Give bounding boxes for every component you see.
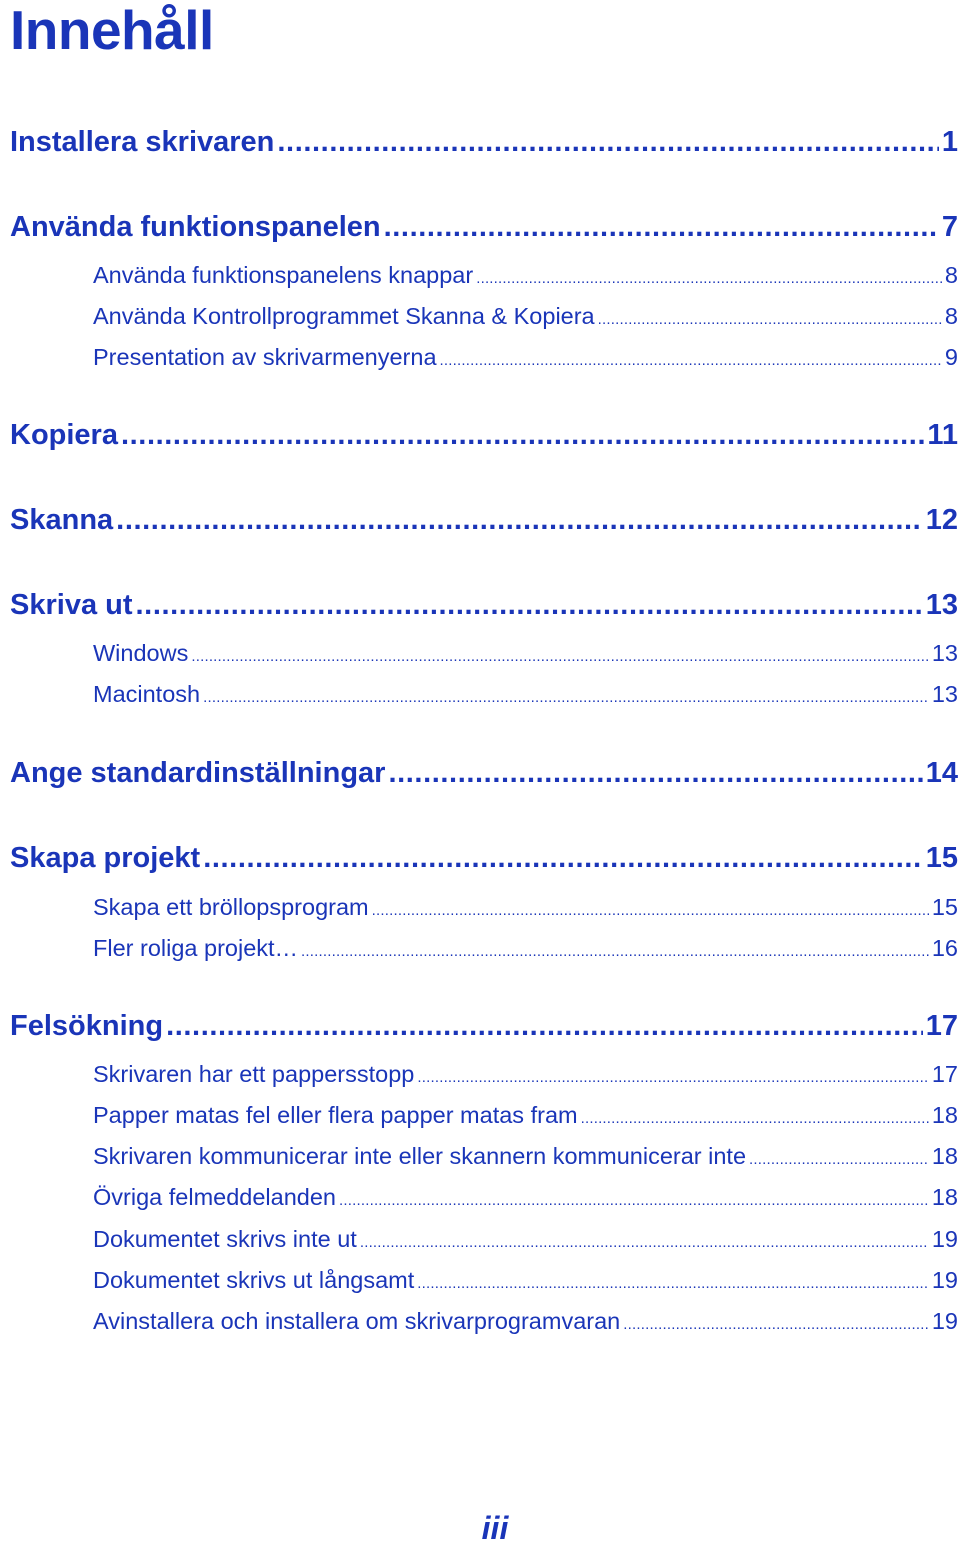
toc-subentry-windows[interactable] (93, 640, 958, 674)
toc-entry-title: Presentation av skrivarmenyerna (93, 344, 437, 370)
toc-entry-skriva-ut[interactable] (10, 589, 958, 629)
toc-leader-dots (581, 1110, 929, 1127)
toc-subentry-pappersstopp[interactable] (93, 1061, 958, 1095)
toc-entry-title: Papper matas fel eller flera papper matas fram (93, 1102, 578, 1128)
toc-leader-dots (749, 1151, 929, 1168)
toc-page-number: 18 (931, 1102, 958, 1128)
toc-page-number: 15 (925, 842, 958, 874)
toc-entry-title: Skriva ut (10, 589, 133, 621)
toc-subentry-ovriga-felmeddelanden[interactable] (93, 1184, 958, 1218)
toc-subentry-avinstallera[interactable] (93, 1308, 958, 1342)
toc-page-number: 16 (931, 935, 958, 961)
toc-entry-title: Installera skrivaren (10, 126, 275, 158)
toc-leader-dots (339, 1192, 929, 1209)
toc-page-number: 19 (931, 1226, 958, 1252)
toc-entry-title: Avinstallera och installera om skrivarprogramvaran (93, 1308, 621, 1334)
toc-entry-title: Skapa projekt (10, 842, 201, 874)
page-number-footer: iii (481, 1510, 509, 1546)
toc-page-number: 18 (931, 1143, 958, 1169)
toc-subentry-skrivarmenyerna[interactable] (93, 344, 958, 378)
toc-entry-title: Felsökning (10, 1010, 164, 1042)
toc-entry-title: Dokumentet skrivs inte ut (93, 1226, 357, 1252)
toc-leader-dots (203, 689, 929, 706)
toc-leader-dots (598, 311, 942, 328)
toc-page-number: 18 (931, 1184, 958, 1210)
toc-entry-title: Använda funktionspanelens knappar (93, 262, 474, 288)
toc-entry-title: Skanna (10, 504, 114, 536)
toc-entry-title: Ange standardinställningar (10, 757, 386, 789)
toc-subentry-papper-matas-fel[interactable] (93, 1102, 958, 1136)
toc-leader-dots (166, 1010, 923, 1043)
toc-leader-dots (191, 648, 929, 665)
toc-leader-dots (277, 126, 938, 159)
toc-subentry-kommunicerar-inte[interactable] (93, 1143, 958, 1177)
toc-subentry-skrivs-inte-ut[interactable] (93, 1226, 958, 1260)
toc-leader-dots (121, 419, 924, 452)
toc-entry-kopiera[interactable] (10, 419, 958, 459)
toc-leader-dots (623, 1316, 929, 1333)
toc-entry-anvanda-funktionspanelen[interactable] (10, 211, 958, 251)
toc-page-number: 17 (925, 1010, 958, 1042)
toc-entry-title: Fler roliga projekt… (93, 935, 299, 961)
toc-leader-dots (417, 1275, 929, 1292)
toc-entry-title: Övriga felmeddelanden (93, 1184, 336, 1210)
toc-page-number: 13 (931, 640, 958, 666)
toc-entry-skapa-projekt[interactable] (10, 842, 958, 882)
toc-leader-dots (116, 504, 923, 537)
toc-entry-felsokning[interactable] (10, 1010, 958, 1050)
toc-leader-dots (476, 270, 942, 287)
toc-entry-title: Dokumentet skrivs ut långsamt (93, 1267, 415, 1293)
toc-entry-title: Använda Kontrollprogrammet Skanna & Kopiera (93, 303, 595, 329)
toc-entry-title: Använda funktionspanelen (10, 211, 381, 243)
toc-leader-dots (440, 352, 942, 369)
toc-page-number: 17 (931, 1061, 958, 1087)
toc-page-number: 19 (931, 1267, 958, 1293)
toc-entry-standardinstallningar[interactable] (10, 757, 958, 797)
toc-subentry-skrivs-ut-langsamt[interactable] (93, 1267, 958, 1301)
toc-page-number: 13 (925, 589, 958, 621)
toc-subentry-brollopsprogram[interactable] (93, 894, 958, 928)
toc-leader-dots (136, 589, 923, 622)
toc-leader-dots (203, 842, 923, 875)
toc-page-number: 13 (931, 681, 958, 707)
toc-leader-dots (417, 1069, 929, 1086)
toc-entry-skanna[interactable] (10, 504, 958, 544)
toc-page-number: 12 (925, 504, 958, 536)
toc-page-number: 1 (941, 126, 958, 158)
toc-entry-title: Macintosh (93, 681, 201, 707)
toc-subentry-kontrollprogrammet[interactable] (93, 303, 958, 337)
toc-leader-dots (384, 211, 939, 244)
toc-leader-dots (301, 943, 929, 960)
toc-entry-title: Skrivaren kommunicerar inte eller skannern kommunicerar inte (93, 1143, 747, 1169)
toc-leader-dots (388, 757, 922, 790)
toc-leader-dots (372, 902, 929, 919)
toc-subentry-macintosh[interactable] (93, 681, 958, 715)
toc-page-number: 8 (944, 262, 958, 288)
toc-page-number: 14 (925, 757, 958, 789)
page-title: Innehåll (10, 0, 214, 61)
toc-leader-dots (360, 1234, 929, 1251)
toc-page-number: 8 (944, 303, 958, 329)
toc-page-number: 11 (927, 419, 958, 451)
toc-page-number: 7 (941, 211, 958, 243)
toc-entry-title: Skapa ett bröllopsprogram (93, 894, 369, 920)
toc-page-number: 19 (931, 1308, 958, 1334)
toc-entry-title: Windows (93, 640, 189, 666)
toc-subentry-fler-roliga-projekt[interactable] (93, 935, 958, 969)
toc-page-number: 9 (944, 344, 958, 370)
toc-entry-title: Kopiera (10, 419, 118, 451)
toc-page-number: 15 (931, 894, 958, 920)
toc-entry-installera-skrivaren[interactable] (10, 126, 958, 166)
toc-subentry-funktionspanelens-knappar[interactable] (93, 262, 958, 296)
toc-entry-title: Skrivaren har ett pappersstopp (93, 1061, 415, 1087)
